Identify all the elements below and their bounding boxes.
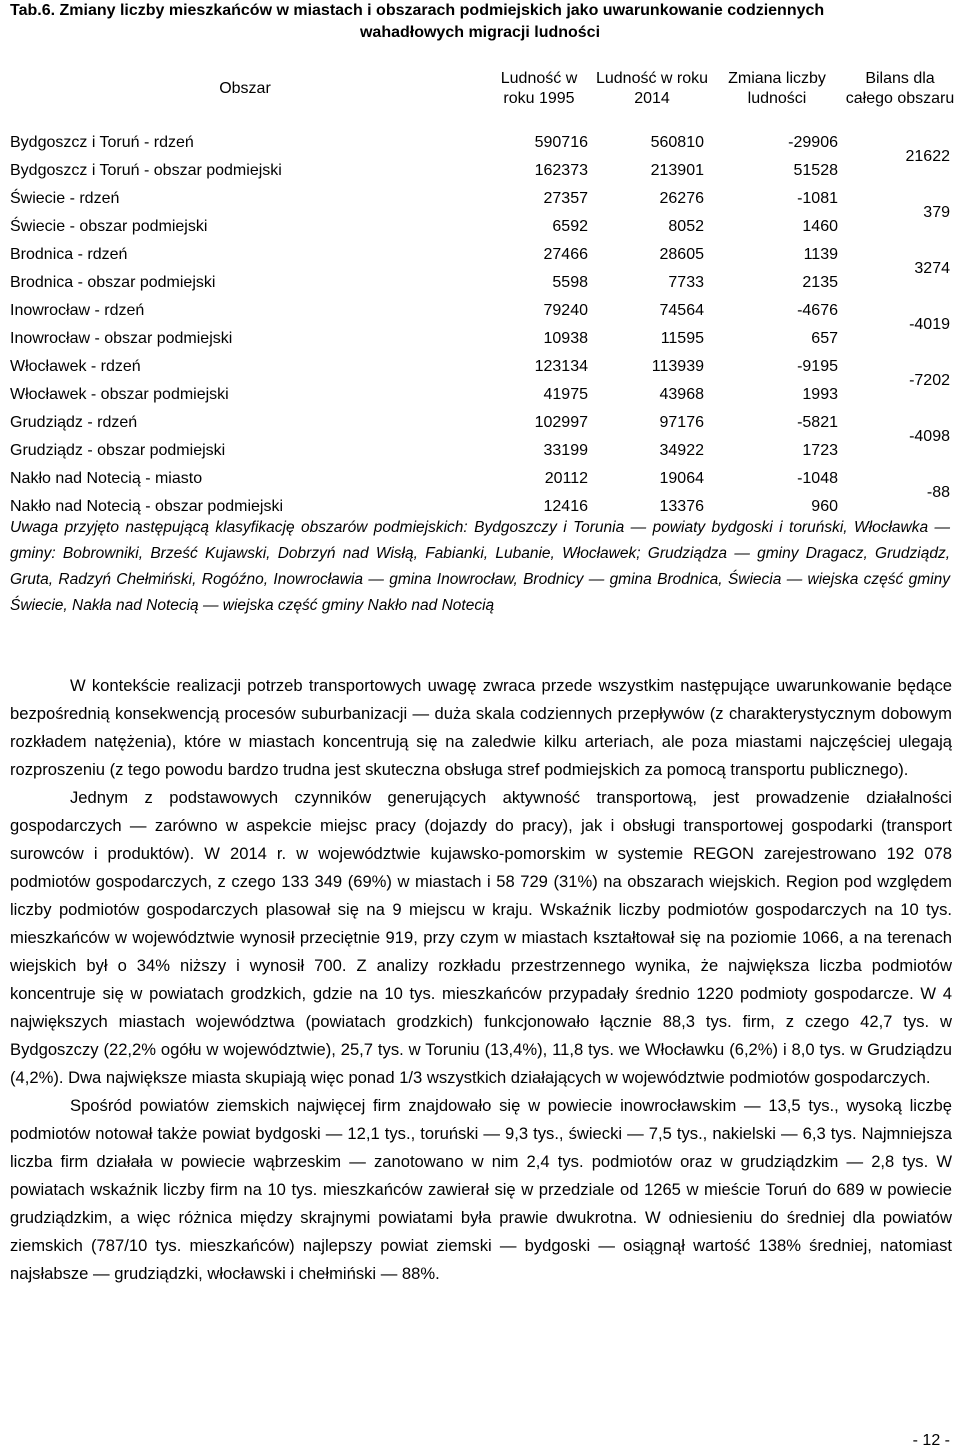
cell-pop-1995: 102997: [534, 414, 588, 431]
table-note: Uwaga przyjęto następującą klasyfikację obszarów podmiejskich: Bydgoszczy i Torunia — powiaty bydgoski i toruński, Włocławka — gminy: Bobrowniki, Brześć Kujawski, Dobrzyń nad Wisłą, Fabianki, Lubanie, Włocławek; Grudziądza — gminy Dragacz, Grudziądz, Gruta, Radzyń Chełmiński, Rogóźno, Inowrocławia — gmina Inowrocław, Brodnicy — gmina Brodnica, Świecia — wiejska część gminy Świecie, Nakła nad Notecią — wiejska część gminy Nakło nad Notecią: [10, 519, 950, 614]
cell-area: Grudziądz - rdzeń: [10, 414, 138, 431]
cell-balance: 21622: [905, 148, 950, 165]
cell-area: Nakło nad Notecią - obszar podmiejski: [10, 498, 284, 515]
paragraph: W kontekście realizacji potrzeb transportowych uwagę zwraca przede wszystkim następujące uwarunkowanie będące bezpośrednią konsekwencją procesów suburbanizacji — duża skala codziennych przepływów (z charakterystycznym dobowym rozkładem natężenia), które w miastach koncentrują się na zaledwie kilku arteriach, ale poza miastami najczęściej ulegają rozproszeniu (z tego powodu bardzo trudna jest skuteczna obsługa stref podmiejskich za pomocą transportu publicznego).: [10, 676, 952, 779]
cell-pop-2014: 43968: [659, 386, 704, 403]
cell-balance: -7202: [909, 372, 950, 389]
table-row: [6, 297, 956, 325]
table-row: [6, 129, 956, 157]
cell-area: Bydgoszcz i Toruń - rdzeń: [10, 134, 194, 151]
cell-balance: 3274: [914, 260, 950, 277]
cell-pop-1995: 20112: [544, 470, 588, 487]
table-row: [6, 409, 956, 437]
cell-area: Nakło nad Notecią - miasto: [10, 470, 203, 487]
cell-change: -9195: [797, 358, 838, 375]
cell-balance: -4019: [909, 316, 950, 333]
table-row: [6, 241, 956, 269]
cell-change: 960: [811, 498, 838, 515]
table-row: [6, 213, 956, 241]
cell-change: -1048: [797, 470, 838, 487]
cell-pop-1995: 27357: [543, 190, 588, 207]
cell-pop-2014: 113939: [651, 358, 704, 375]
header-pop-1995: Ludność w roku 1995: [500, 70, 578, 107]
cell-pop-1995: 79240: [543, 302, 588, 319]
table-row: [6, 185, 956, 213]
cell-pop-2014: 213901: [650, 162, 704, 179]
cell-pop-1995: 6592: [552, 218, 588, 235]
cell-pop-1995: 123134: [534, 358, 588, 375]
cell-area: Inowrocław - obszar podmiejski: [10, 330, 233, 347]
cell-pop-2014: 7733: [668, 274, 704, 291]
caption-line-1: Tab.6. Zmiany liczby mieszkańców w miastach i obszarach podmiejskich jako uwarunkowanie codziennych: [10, 2, 825, 19]
table-row: [6, 325, 956, 353]
cell-pop-2014: 34922: [659, 442, 704, 459]
cell-change: 1139: [803, 246, 838, 263]
page-number: - 12 -: [912, 1432, 950, 1449]
cell-pop-2014: 13376: [659, 498, 704, 515]
cell-change: -5821: [797, 414, 838, 431]
header-pop-2014: Ludność w roku 2014: [595, 70, 709, 107]
table-caption: [10, 0, 950, 44]
header-balance: Bilans dla całego obszaru: [845, 70, 955, 107]
cell-area: Inowrocław - rdzeń: [10, 302, 145, 319]
cell-area: Bydgoszcz i Toruń - obszar podmiejski: [10, 162, 282, 179]
cell-change: 1723: [802, 442, 838, 459]
table-row: [6, 157, 956, 185]
cell-area: Grudziądz - obszar podmiejski: [10, 442, 226, 459]
cell-pop-1995: 10938: [543, 330, 588, 347]
cell-area: Włocławek - obszar podmiejski: [10, 386, 229, 403]
caption-line-2: wahadłowych migracji ludności: [359, 24, 601, 41]
cell-pop-2014: 11595: [660, 330, 704, 347]
cell-change: 657: [811, 330, 838, 347]
cell-area: Włocławek - rdzeń: [10, 358, 141, 375]
header-change: Zmiana liczby ludności: [728, 70, 826, 107]
cell-area: Brodnica - rdzeń: [10, 246, 128, 263]
cell-pop-2014: 8052: [668, 218, 704, 235]
cell-pop-1995: 33199: [543, 442, 588, 459]
cell-pop-2014: 74564: [659, 302, 704, 319]
cell-area: Świecie - rdzeń: [10, 190, 120, 207]
cell-pop-1995: 162373: [534, 162, 588, 179]
cell-change: 51528: [793, 162, 838, 179]
cell-pop-1995: 27466: [543, 246, 588, 263]
cell-pop-1995: 12416: [543, 498, 588, 515]
cell-change: -29906: [788, 134, 838, 151]
cell-change: 1993: [802, 386, 838, 403]
cell-pop-2014: 19064: [659, 470, 704, 487]
population-table: [6, 49, 956, 521]
cell-pop-1995: 5598: [552, 274, 588, 291]
paragraph: Jednym z podstawowych czynników generujących aktywność transportową, jest prowadzenie działalności gospodarczych — zarówno w aspekcie miejsc pracy (dojazdy do pracy), jak i obsługi transportowej gospodarki (transport surowców i produktów). W 2014 r. w województwie kujawsko-pomorskim w systemie REGON zarejestrowano 192 078 podmiotów gospodarczych, z czego 133 349 (69%) w miastach i 58 729 (31%) na obszarach wiejskich. Region pod względem liczby podmiotów gospodarczych plasował się na 9 miejscu w kraju. Wskaźnik liczby podmiotów gospodarczych na 10 tys. mieszkańców w województwie wynosił przeciętnie 919, przy czym w miastach kształtował się na poziomie 1066, a na terenach wiejskich był o 34% niższy i wynosił 700. Z analizy rozkładu przestrzennego wynika, że największa liczba podmiotów koncentruje się w powiatach grodzkich, gdzie na 10 tys. mieszkańców przypadały średnio 1220 podmioty gospodarcze. W 4 największych miastach województwa (powiatach grodzkich) funkcjonowało łącznie 88,3 tys. firm, z czego 42,7 tys. w Bydgoszczy (22,2% ogółu w województwie), 25,7 tys. w Toruniu (13,4%), 11,8 tys. we Włocławku (6,2%) i 8,0 tys. w Grudziądzu (4,2%). Dwa największe miasta skupiają więc ponad 1/3 wszystkich działających w województwie podmiotów gospodarczych.: [10, 788, 952, 1087]
cell-pop-2014: 97176: [659, 414, 704, 431]
table-row: [6, 353, 956, 381]
header-area: Obszar: [219, 80, 271, 97]
cell-balance: -88: [926, 484, 950, 501]
cell-pop-1995: 590716: [534, 134, 588, 151]
cell-change: -1081: [797, 190, 838, 207]
table-row: [6, 465, 956, 493]
cell-area: Świecie - obszar podmiejski: [10, 218, 208, 235]
table-row: [6, 437, 956, 465]
table-row: [6, 269, 956, 297]
cell-change: 2135: [802, 274, 838, 291]
cell-area: Brodnica - obszar podmiejski: [10, 274, 216, 291]
table-row: [6, 381, 956, 409]
cell-balance: -4098: [909, 428, 950, 445]
cell-pop-1995: 41975: [543, 386, 588, 403]
body-text: [10, 672, 952, 1288]
cell-balance: 379: [923, 204, 950, 221]
cell-change: -4676: [797, 302, 838, 319]
cell-pop-2014: 26276: [659, 190, 704, 207]
paragraph: Spośród powiatów ziemskich najwięcej firm znajdowało się w powiecie inowrocławskim — 13,5 tys., wysoką liczbę podmiotów notował także powiat bydgoski — 12,1 tys., toruński — 9,3 tys., świecki — 7,5 tys., nakielski — 6,3 tys. Najmniejsza liczba firm działała w powiecie wąbrzeskim — zanotowano w nim 2,4 tys. podmiotów oraz w grudziądzkim — 2,8 tys. W powiatach wskaźnik liczby firm na 10 tys. mieszkańców zawierał się w przedziale od 1265 w mieście Toruń do 689 w powiecie grudziądzkim, a więc różnica między skrajnymi powiatami była prawie dwukrotna. W odniesieniu do średniej dla powiatów ziemskich (787/10 tys. mieszkańców) najlepszy powiat ziemski — bydgoski — osiągnął wartość 138% średniej, natomiast najsłabsze — grudziądzki, włocławski i chełmiński — 88%.: [10, 1096, 952, 1283]
cell-change: 1460: [802, 218, 838, 235]
cell-pop-2014: 560810: [650, 134, 704, 151]
cell-pop-2014: 28605: [659, 246, 704, 263]
